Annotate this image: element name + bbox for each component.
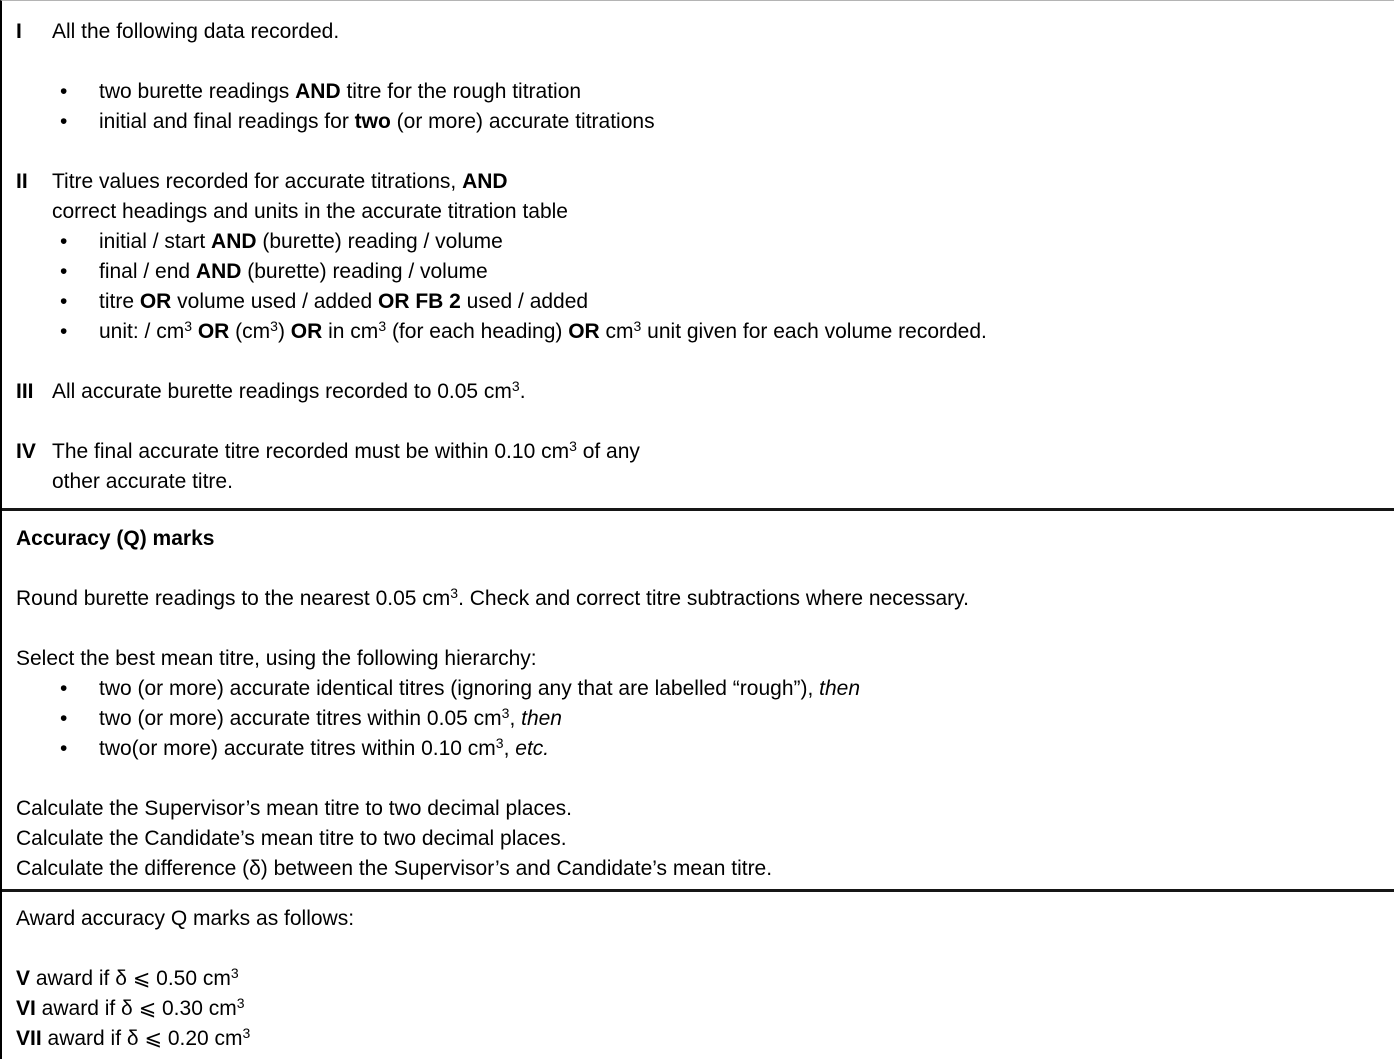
calc-candidate-line: Calculate the Candidate’s mean titre to two decimal places. (16, 827, 567, 850)
spacer (2, 47, 1394, 77)
bullet-text: two (or more) accurate identical titres (ignoring any that are labelled “rough”), then (99, 677, 861, 700)
section-accuracy-marks (2, 508, 1394, 889)
award-line-VII: VII award if δ ⩽ 0.20 $cm^3$ (16, 1025, 251, 1050)
roman-label-IV: IV (16, 440, 36, 463)
bullet-icon: • (60, 290, 68, 313)
bullet-text: final / end AND (burette) reading / volume (99, 260, 488, 283)
item-II-line1: Titre values recorded for accurate titrations, AND (52, 170, 508, 193)
bullet-text: two burette readings AND titre for the rough titration (99, 80, 582, 103)
bullet-text: unit: / $cm^3$ OR $(cm^3)$ OR in $cm^3$ (for each heading) OR $cm^3$ unit given for each volume recorded. (99, 318, 987, 343)
item-II-text (52, 167, 1394, 227)
item-III (2, 377, 1394, 407)
award-intro: Award accuracy Q marks as follows: (16, 907, 355, 930)
bullet-icon: • (60, 230, 68, 253)
spacer (2, 137, 1394, 167)
item-IV-text (52, 437, 1394, 497)
spacer (2, 764, 1394, 794)
select-paragraph: Select the best mean titre, using the following hierarchy: (16, 647, 537, 670)
bullet-icon: • (60, 707, 68, 730)
bullet-icon: • (60, 80, 68, 103)
roman-label-II: II (16, 170, 28, 193)
bullet-item (2, 227, 1394, 257)
calc-supervisor-line: Calculate the Supervisor’s mean titre to two decimal places. (16, 797, 572, 820)
bullet-icon: • (60, 260, 68, 283)
bullet-text: two(or more) accurate titres within 0.10 $cm^3$, etc. (99, 735, 550, 760)
bullet-text: initial and final readings for two (or more) accurate titrations (99, 110, 655, 133)
round-paragraph: Round burette readings to the nearest 0.05 $cm^3$. Check and correct titre subtractions where necessary. (16, 585, 969, 610)
roman-label-III: III (16, 380, 34, 403)
bullet-item (2, 107, 1394, 137)
bullet-icon: • (60, 737, 68, 760)
item-IV-line2: other accurate titre. (52, 470, 233, 493)
section-data-marks (2, 1, 1394, 508)
item-II-line2: correct headings and units in the accurate titration table (52, 200, 568, 223)
bullet-icon: • (60, 677, 68, 700)
spacer (2, 614, 1394, 644)
bullet-text: titre OR volume used / added OR FB 2 used / added (99, 290, 589, 313)
roman-label-I: I (16, 20, 22, 43)
calc-difference-line: Calculate the difference (δ) between the Supervisor’s and Candidate’s mean titre. (16, 857, 773, 880)
section-award-marks (2, 889, 1394, 1059)
bullet-item (2, 77, 1394, 107)
bullet-icon: • (60, 320, 68, 343)
bullet-item (2, 317, 1394, 347)
award-line-V: V award if δ ⩽ 0.50 $cm^3$ (16, 965, 239, 990)
bullet-item (2, 674, 1394, 704)
bullet-icon: • (60, 110, 68, 133)
item-II (2, 167, 1394, 227)
bullet-item (2, 734, 1394, 764)
spacer (2, 554, 1394, 584)
bullet-item (2, 287, 1394, 317)
accuracy-heading: Accuracy (Q) marks (16, 527, 215, 550)
item-IV-line1: The final accurate titre recorded must be within 0.10 $cm^3$ of any (52, 438, 640, 463)
item-IV (2, 437, 1394, 497)
award-line-VI: VI award if δ ⩽ 0.30 $cm^3$ (16, 995, 245, 1020)
bullet-item (2, 257, 1394, 287)
spacer (2, 407, 1394, 437)
spacer (2, 347, 1394, 377)
spacer (2, 934, 1394, 964)
item-I-text: All the following data recorded. (52, 20, 340, 43)
item-I (2, 17, 1394, 47)
bullet-text: two (or more) accurate titres within 0.05 $cm^3$, then (99, 705, 562, 730)
item-III-text: All accurate burette readings recorded to 0.05 $cm^3$. (52, 378, 526, 403)
bullet-item (2, 704, 1394, 734)
bullet-text: initial / start AND (burette) reading / volume (99, 230, 503, 253)
